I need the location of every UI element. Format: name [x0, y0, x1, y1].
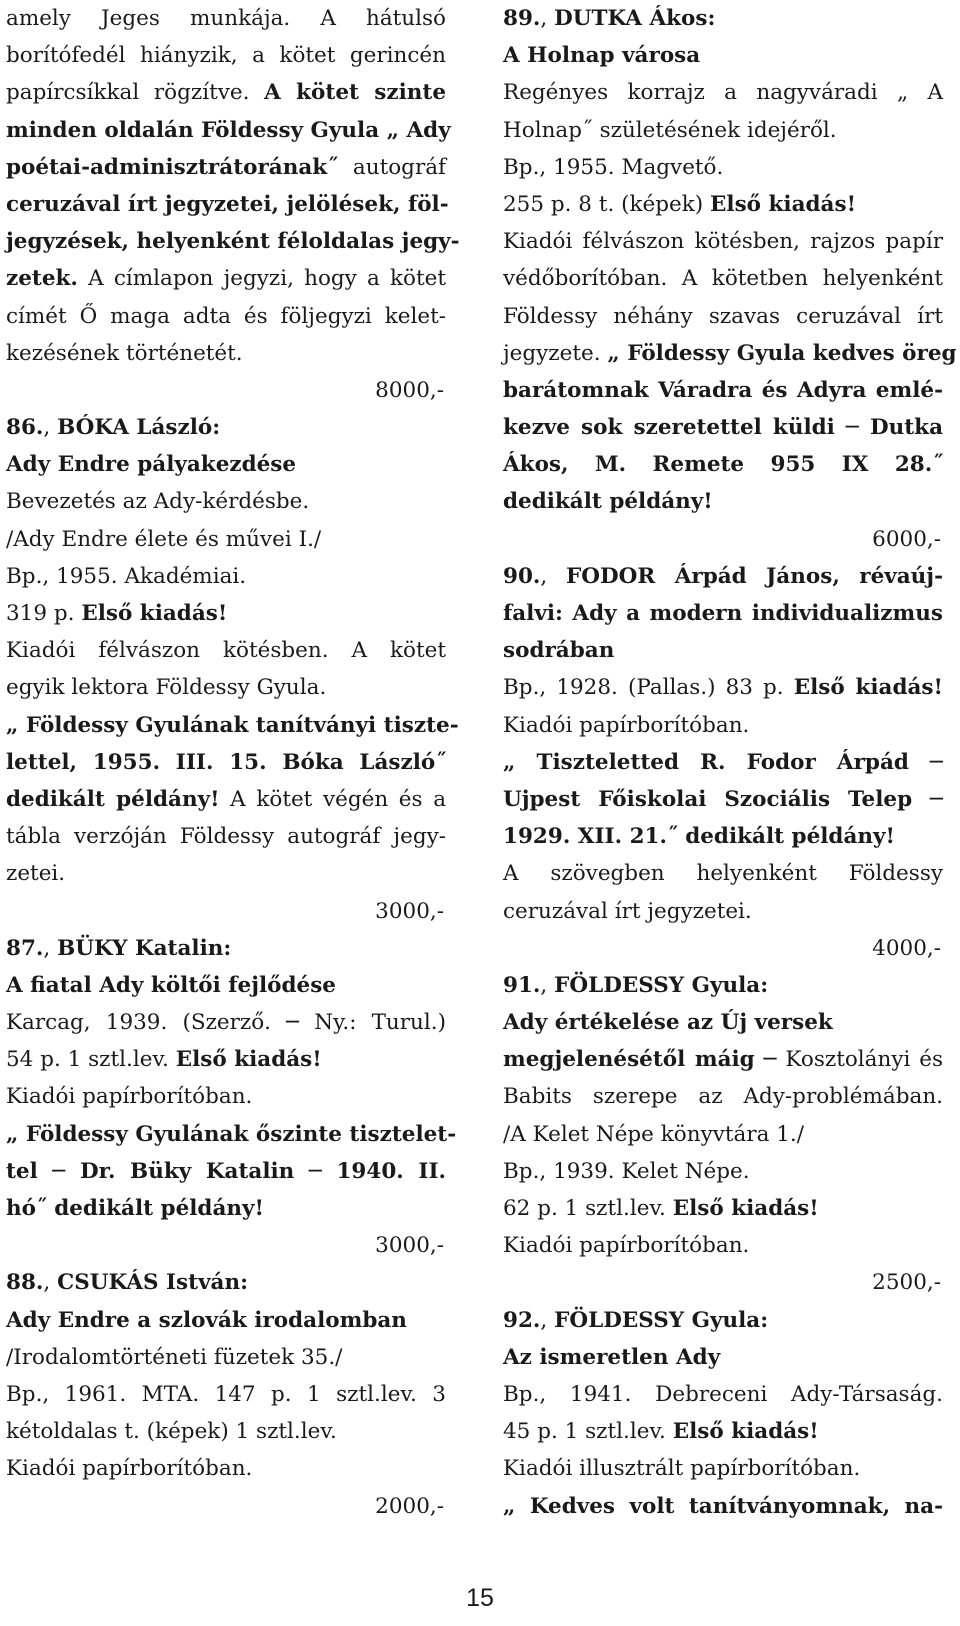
text-line: [503, 1153, 943, 1190]
text: 54 p. 1 sztl.lev.: [6, 1047, 176, 1073]
bold-text: A kötet szinte: [264, 80, 446, 106]
text: ,: [540, 6, 555, 31]
bold-text: Ujpest Főiskolai Szociális Telep ─: [503, 786, 943, 812]
text-line: [6, 1339, 446, 1376]
bold-text: BÜKY Katalin:: [57, 935, 232, 961]
text-line: [503, 669, 943, 706]
text: ceruzával írt jegyzetei.: [503, 898, 752, 924]
text: Kiadói papírborítóban.: [6, 1084, 253, 1110]
bold-text: poétai-adminisztrátorának˝: [6, 154, 338, 180]
text-line: [6, 1413, 446, 1450]
text-line: [6, 744, 446, 781]
text-line: [503, 595, 943, 632]
text: Babits szerepe az Ady-problémában.: [503, 1084, 943, 1110]
text: Kiadói papírborítóban.: [503, 1233, 750, 1259]
text: Holnap˝ születésének idejéről.: [503, 117, 837, 143]
bold-text: kezve sok szeretettel küldi ─ Dutka: [503, 415, 943, 441]
bold-text: Ady Endre a szlovák irodalomban: [6, 1307, 407, 1333]
bold-text: dedikált példány!: [6, 786, 220, 812]
text-line: [503, 893, 943, 930]
text: 4000,-: [872, 935, 941, 961]
text-line: [6, 1302, 446, 1339]
bold-text: „ Földessy Gyulának tanítványi tiszte-: [6, 712, 459, 738]
text: jegyzete.: [503, 340, 608, 366]
bold-text: megjelenésétől máig: [503, 1047, 755, 1073]
text-line: [503, 112, 943, 149]
bold-text: 88.: [6, 1270, 44, 1296]
text-line: [503, 446, 943, 483]
text-line: [503, 1488, 943, 1525]
bold-text: Első kiadás!: [672, 1419, 819, 1445]
text-line: [6, 1450, 446, 1487]
text-line: [503, 1004, 943, 1041]
text: egyik lektora Földessy Gyula.: [6, 675, 327, 701]
text-line: [503, 372, 943, 409]
bold-text: Az ismeretlen Ady: [503, 1344, 721, 1370]
text-line: [6, 298, 446, 335]
text: /A Kelet Népe könyvtára 1./: [503, 1121, 804, 1147]
bold-text: FÖLDESSY Gyula:: [554, 1307, 769, 1333]
text-line: [6, 409, 446, 446]
text-line: [6, 632, 446, 669]
price: [6, 1488, 446, 1525]
text: ,: [43, 1270, 58, 1296]
text: 6000,-: [872, 526, 941, 552]
text: Bevezetés az Ady-kérdésbe.: [6, 489, 310, 515]
bold-text: Ady Endre pályakezdése: [6, 452, 297, 478]
text-line: [503, 1116, 943, 1153]
text-line: [503, 483, 943, 520]
text-line: [6, 1376, 446, 1413]
price: [6, 893, 446, 930]
text-line: [503, 855, 943, 892]
text-line: [6, 707, 459, 744]
text-line: [503, 149, 943, 186]
text: Bp., 1961. MTA. 147 p. 1 sztl.lev. 3: [6, 1381, 446, 1407]
text: Kiadói félvászon kötésben. A kötet: [6, 638, 446, 664]
bold-text: 90.: [503, 563, 541, 589]
text: A címlapon jegyzi, hogy a kötet: [77, 266, 446, 292]
text-line: [6, 967, 446, 1004]
text-line: [503, 186, 943, 223]
text-line: [503, 409, 943, 446]
text-line: [503, 37, 943, 74]
bold-text: 86.: [6, 415, 44, 441]
text-line: [6, 335, 446, 372]
text: ,: [43, 935, 58, 961]
text-line: [6, 483, 446, 520]
text: Kiadói félvászon kötésben, rajzos papír: [503, 229, 943, 255]
bold-text: tel ─ Dr. Büky Katalin ─ 1940. II.: [6, 1158, 446, 1184]
text-line: [503, 1078, 943, 1115]
text-line: [6, 1078, 446, 1115]
text: ─ Kosztolányi és: [754, 1047, 943, 1073]
text-line: [503, 1376, 943, 1413]
price: [503, 521, 943, 558]
text-line: [503, 1227, 943, 1264]
text-line: [503, 781, 943, 818]
bold-text: minden oldalán Földessy Gyula „ Ady: [6, 117, 451, 143]
bold-text: A Holnap városa: [503, 43, 701, 69]
bold-text: „ Tiszteletted R. Fodor Árpád ─: [503, 749, 943, 775]
text-line: [503, 1339, 943, 1376]
price: [503, 1264, 943, 1301]
bold-text: Első kiadás!: [793, 675, 943, 701]
text: Kiadói papírborítóban.: [503, 712, 750, 738]
bold-text: falvi: Ady a modern individualizmus: [503, 601, 943, 626]
text-line: [6, 1190, 446, 1227]
bold-text: „ Földessy Gyulának őszinte tisztelet-: [6, 1121, 457, 1147]
text-line: [6, 446, 446, 483]
text: borítófedél hiányzik, a kötet gerincén: [6, 43, 446, 69]
text: címét Ő maga adta és följegyzi kelet-: [6, 303, 446, 329]
text-line: [6, 669, 446, 706]
text-line: [503, 335, 957, 372]
text-line: [6, 1264, 446, 1301]
bold-text: zetek.: [6, 266, 78, 292]
text-line: [503, 260, 943, 297]
bold-text: dedikált példány!: [503, 489, 713, 515]
text: védőborítóban. A kötetben helyenként: [503, 266, 943, 292]
bold-text: Első kiadás!: [672, 1196, 819, 1221]
text-line: [503, 744, 943, 781]
text-line: [503, 1413, 943, 1450]
text: Bp., 1941. Debreceni Ady-Társaság.: [503, 1381, 943, 1407]
text-line: [503, 558, 943, 595]
bold-text: „ Földessy Gyula kedves öreg: [607, 340, 957, 366]
text: ,: [43, 415, 58, 441]
text: 62 p. 1 sztl.lev.: [503, 1196, 673, 1221]
text: Karcag, 1939. (Szerző. ─ Ny.: Turul.): [6, 1010, 446, 1036]
text: 45 p. 1 sztl.lev.: [503, 1419, 673, 1445]
text-line: [6, 74, 446, 111]
text-line: [503, 1190, 943, 1227]
page-number: 15: [466, 1584, 494, 1612]
text: 3000,-: [375, 1233, 444, 1259]
text-line: [6, 223, 460, 260]
bold-text: FODOR Árpád János, révaúj-: [566, 563, 944, 589]
text: Kiadói illusztrált papírborítóban.: [503, 1456, 861, 1482]
bold-text: Ákos, M. Remete 955 IX 28.˝: [503, 452, 943, 478]
text-line: [503, 1450, 943, 1487]
bold-text: sodrában: [503, 638, 615, 664]
text: 2500,-: [872, 1270, 941, 1296]
text-line: [6, 1041, 446, 1078]
text-line: [6, 558, 446, 595]
text-line: [6, 260, 446, 297]
text: Bp., 1939. Kelet Népe.: [503, 1158, 750, 1184]
text: Bp., 1955. Magvető.: [503, 154, 724, 180]
bold-text: 87.: [6, 935, 44, 961]
bold-text: 1929. XII. 21.˝ dedikált példány!: [503, 824, 895, 850]
text: zetei.: [6, 861, 66, 887]
bold-text: lettel, 1955. III. 15. Bóka László˝: [6, 749, 446, 775]
text-line: [503, 0, 943, 37]
bold-text: Ady értékelése az Új versek: [503, 1010, 833, 1036]
text: ,: [540, 972, 555, 998]
text-line: [503, 967, 943, 1004]
bold-text: DUTKA Ákos:: [554, 6, 716, 31]
bold-text: hó˝ dedikált példány!: [6, 1196, 264, 1221]
bold-text: barátomnak Váradra és Adyra emlé-: [503, 377, 943, 403]
bold-text: BÓKA László:: [57, 415, 221, 441]
bold-text: 89.: [503, 6, 541, 31]
bold-text: 92.: [503, 1307, 541, 1333]
text-line: [6, 855, 446, 892]
text: amely Jeges munkája. A hátulsó: [6, 6, 446, 31]
text-line: [6, 1116, 457, 1153]
text: kezésének történetét.: [6, 340, 243, 366]
text-line: [503, 1041, 943, 1078]
text-line: [503, 1302, 943, 1339]
bold-text: ceruzával írt jegyzetei, jelölések, föl-: [6, 191, 449, 217]
bold-text: Első kiadás!: [175, 1047, 322, 1073]
bold-text: Első kiadás!: [81, 601, 228, 626]
text: 255 p. 8 t. (képek): [503, 191, 711, 217]
text-line: [6, 37, 446, 74]
text: A szövegben helyenként Földessy: [503, 861, 943, 887]
text-line: [6, 112, 451, 149]
text-line: [6, 930, 446, 967]
left-column: [6, 0, 460, 1525]
text: /Irodalomtörténeti füzetek 35./: [6, 1344, 343, 1370]
text-line: [503, 632, 943, 669]
text: ,: [540, 563, 567, 589]
text: 319 p.: [6, 601, 82, 626]
right-column: [503, 0, 957, 1525]
text-line: [6, 521, 446, 558]
text: kétoldalas t. (képek) 1 sztl.lev.: [6, 1419, 337, 1445]
text: A kötet végén és a: [219, 786, 447, 812]
text: 2000,-: [375, 1493, 444, 1519]
text-line: [503, 818, 943, 855]
bold-text: CSUKÁS István:: [57, 1270, 249, 1296]
text-line: [6, 818, 446, 855]
bold-text: FÖLDESSY Gyula:: [554, 972, 769, 998]
text: Bp., 1928. (Pallas.) 83 p.: [503, 675, 794, 701]
bold-text: A fiatal Ady költői fejlődése: [6, 972, 336, 998]
text: ,: [540, 1307, 555, 1333]
price: [6, 1227, 446, 1264]
text: Bp., 1955. Akadémiai.: [6, 563, 247, 589]
price: [503, 930, 943, 967]
text-line: [503, 223, 943, 260]
bold-text: „ Kedves volt tanítványomnak, na-: [503, 1493, 943, 1519]
text-line: [503, 74, 943, 111]
text-line: [6, 149, 446, 186]
text-line: [6, 595, 446, 632]
text: papírcsíkkal rögzítve.: [6, 80, 265, 106]
text: 3000,-: [375, 898, 444, 924]
text: Regényes korrajz a nagyváradi „ A: [503, 80, 943, 106]
text: 8000,-: [375, 377, 444, 403]
text-line: [6, 186, 449, 223]
text: autográf: [337, 154, 446, 180]
bold-text: 91.: [503, 972, 541, 998]
text-line: [503, 298, 943, 335]
text: Földessy néhány szavas ceruzával írt: [503, 303, 943, 329]
text-line: [6, 781, 446, 818]
price: [6, 372, 446, 409]
text-line: [6, 1153, 446, 1190]
text-line: [6, 0, 446, 37]
text-line: [503, 707, 943, 744]
text: /Ady Endre élete és művei I./: [6, 526, 322, 552]
bold-text: Első kiadás!: [710, 191, 857, 217]
text-line: [6, 1004, 446, 1041]
text: Kiadói papírborítóban.: [6, 1456, 253, 1482]
bold-text: jegyzések, helyenként féloldalas jegy-: [6, 229, 460, 255]
text: tábla verzóján Földessy autográf jegy-: [6, 824, 446, 850]
